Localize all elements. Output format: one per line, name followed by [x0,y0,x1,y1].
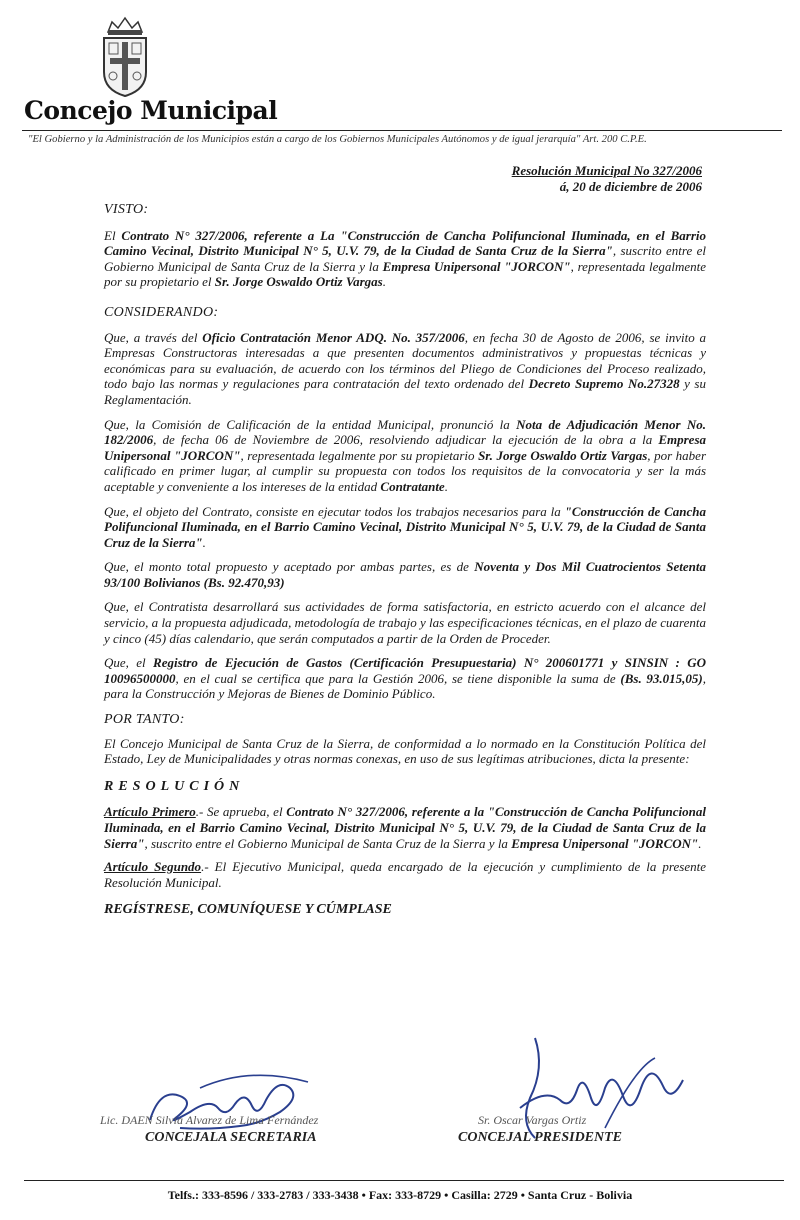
article-first: Artículo Primero.- Se aprueba, el Contrato N° 327/2006, referente a la "Construcción de Cancha Polifuncional Iluminada, en el Barrio Camino Vecinal, Distrito Municipal N° 5, U.V. 79, de la Ciudad de Santa Cruz de la Sierra", suscrito entre el Gobierno Municipal de Santa Cruz de la Sierra y la Empresa Unipersonal "JORCON". [104,804,707,851]
section-heading-considerando: CONSIDERANDO: [104,304,219,320]
signer-role: CONCEJALA SECRETARIA [145,1130,317,1145]
por-tanto-paragraph: El Concejo Municipal de Santa Cruz de la Sierra, de conformidad a lo normado en la Constitución Política del Estado, Ley de Municipalidades y otras normas conexas, en uso de sus legítimas atribuciones, dicta la presente: [104,735,706,767]
footer-contact: Telfs.: 333-8596 / 333-2783 / 333-3438 • Fax: 333-8729 • Casilla: 2729 • Santa Cruz - Bolivia [167,1188,633,1202]
document-body [104,202,706,918]
considerando-paragraph-6: Que, el Registro de Ejecución de Gastos (Certificación Presupuestaria) N° 200601771 y SINSIN : GO 10096500000, en el cual se certifica que para la Gestión 2006, se tiene disponible la suma de (Bs. 93.015,05), para la Construcción y Mejoras de Bienes de Dominio Público. [104,655,706,702]
considerando-paragraph-5: Que, el Contratista desarrollará sus actividades de forma satisfactoria, en estricto acuerdo con el alcance del servicio, a la propuesta adjudicada, metodología de trabajo y las especificaciones técnicas, en el plazo de cuarenta y cinco (45) días calendario, que serán computados a partir de la Orden de Proceder. [104,599,706,646]
resolution-header [512,163,702,195]
article-second: Artículo Segundo.- El Ejecutivo Municipal, queda encargado de la ejecución y cumplimiento de la presente Resolución Municipal. [104,859,706,890]
article-second-label: Artículo Segundo [104,859,202,875]
organization-name: Concejo Municipal [24,96,278,125]
considerando-paragraph-4: Que, el monto total propuesto y aceptado por ambas partes, es de Noventa y Dos Mil Cuatrocientos Setenta 93/100 Bolivianos (Bs. 92.470,93) [104,559,707,590]
signer-name: Lic. DAEN Silvia Alvarez de Lima Fernández [100,1113,319,1127]
closing-formula: REGÍSTRESE, COMUNÍQUESE Y CÚMPLASE [104,902,392,918]
footer-divider [24,1180,784,1181]
considerando-paragraph-1: Que, a través del Oficio Contratación Menor ADQ. No. 357/2006, en fecha 30 de Agosto de 2006, se invito a Empresas Constructoras interesadas a que presenten documentos administrativos y propuestas técnicas y económicas para su evaluación, de acuerdo con los términos del Pliego de Condiciones del Proceso realizado, todo bajo las normas y regulaciones para contratación del texto ordenado del Decreto Supremo No.27328 y su Reglamentación. [104,329,706,407]
resolution-title: RESOLUCIÓN [104,778,245,794]
resolution-date: á, 20 de diciembre de 2006 [559,179,702,194]
signature-block-presidente [458,1113,623,1146]
section-heading-visto: VISTO: [104,202,149,217]
considerando-paragraph-2: Que, la Comisión de Calificación de la entidad Municipal, pronunció la Nota de Adjudicación Menor No. 182/2006, de fecha 06 de Noviembre de 2006, resolviendo adjudicar la ejecución de la obra a la Empresa Unipersonal "JORCON", representada legalmente por su propietario Sr. Jorge Oswaldo Ortiz Vargas, por haber calificado en primer lugar, al cumplir su propuesta con todos los requisitos de la convocatoria y ser la más aceptable y conveniente a los intereses de la entidad Contratante. [104,416,707,494]
signature-block-secretaria [100,1113,318,1146]
signer-name: Sr. Oscar Vargas Ortiz [478,1113,587,1127]
visto-paragraph: El Contrato N° 327/2006, referente a La "Construcción de Cancha Polifuncional Iluminada, en el Barrio Camino Vecinal, Distrito Municipal N° 5, U.V. 79, de la Ciudad de Santa Cruz de la Sierra", suscrito entre el Gobierno Municipal de Santa Cruz de la Sierra y la Empresa Unipersonal "JORCON", representada legalmente por su propietario el Sr. Jorge Oswaldo Ortiz Vargas. [104,227,707,290]
signer-role: CONCEJAL PRESIDENTE [458,1130,623,1145]
article-first-label: Artículo Primero [104,804,196,820]
constitutional-motto: "El Gobierno y la Administración de los Municipios están a cargo de los Gobiernos Municipales Autónomos y de igual jerarquía" Art. 200 C.P.E. [28,134,647,145]
header-divider [22,130,782,131]
coat-of-arms-icon [96,10,154,100]
section-heading-por-tanto: POR TANTO: [104,712,185,728]
resolution-number: Resolución Municipal No 327/2006 [511,163,702,178]
considerando-paragraph-3: Que, el objeto del Contrato, consiste en ejecutar todos los trabajos necesarios para la "Construcción de Cancha Polifuncional Iluminada, en el Barrio Camino Vecinal, Distrito Municipal N° 5, U.V. 79, de la Ciudad de Santa Cruz de la Sierra". [104,503,706,550]
